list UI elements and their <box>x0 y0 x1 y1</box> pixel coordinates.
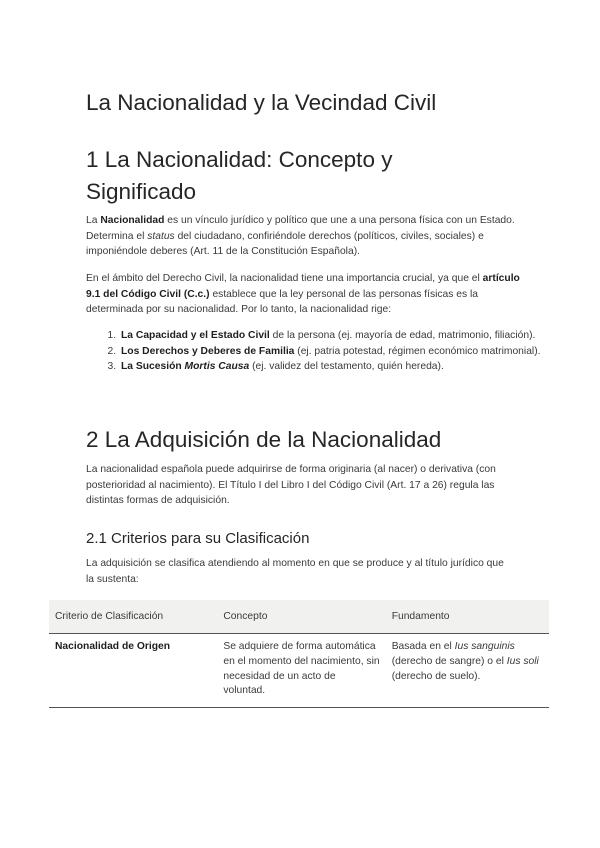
derecho-civil-paragraph <box>86 271 526 318</box>
text-run: Basada en el <box>391 641 455 652</box>
column-header: Criterio de Clasificación <box>55 611 164 622</box>
list-item <box>119 328 549 344</box>
criterio-cell-text: Nacionalidad de Origen <box>55 641 171 652</box>
list-item-text: de la persona (ej. mayoría de edad, matrimonio, filiación). <box>269 330 536 341</box>
document-title: La Nacionalidad y la Vecindad Civil <box>86 90 437 115</box>
section-1-heading-line2: Significado <box>86 179 197 204</box>
list-item-italic: Mortis Causa <box>184 361 250 372</box>
bold-term: artículo 9.1 del Código Civil (C.c.) <box>86 273 520 300</box>
table-row <box>49 634 549 708</box>
list-item-bold: La Sucesión <box>121 361 185 372</box>
list-item-text: (ej. patria potestad, régimen económico matrimonial). <box>294 345 541 357</box>
list-item-bold: Los Derechos y Deberes de Familia <box>121 345 295 357</box>
table-cell <box>49 634 217 708</box>
italic-term: Ius sanguinis <box>454 641 515 652</box>
text-run: es un vínculo jurídico y político que une a una persona física con un Estado. Determina el <box>86 215 515 242</box>
clasificacion-paragraph: La adquisición se clasifica atendiendo al momento en que se produce y al título jurídico que la sustenta: <box>86 558 504 585</box>
table-header-row <box>49 600 549 634</box>
adquisicion-paragraph: La nacionalidad española puede adquirirse de forma originaria (al nacer) o derivativa (con posterioridad al nacimiento). El Título I del Libro I del Código Civil (Art. 17 a 26) regula las distintas formas de adquisición. <box>86 464 496 506</box>
list-item <box>119 344 549 360</box>
nacionalidad-rige-list <box>86 328 549 375</box>
italic-term: status <box>147 230 175 242</box>
bold-term: Nacionalidad <box>100 215 165 226</box>
criterios-table <box>49 600 549 708</box>
section-1-heading <box>86 144 526 208</box>
section-2-heading: 2 La Adquisición de la Nacionalidad <box>86 427 442 452</box>
table-cell: Se adquiere de forma automática en el momento del nacimiento, sin necesidad de un acto de voluntad. <box>223 641 380 697</box>
text-run: (derecho de sangre) o el <box>391 655 507 667</box>
text-run: En el ámbito del Derecho Civil, la nacionalidad tiene una importancia crucial, ya que el <box>86 273 483 284</box>
column-header: Fundamento <box>391 611 450 622</box>
section-1-heading-line1: 1 La Nacionalidad: Concepto y <box>86 147 393 172</box>
text-run: (derecho de suelo). <box>391 670 481 682</box>
list-item <box>119 359 549 375</box>
column-header: Concepto <box>223 611 268 622</box>
text-run: establece que la ley personal de las personas físicas es la determinada por su nacionalidad. Por lo tanto, la nacionalidad rige: <box>86 288 479 315</box>
nacionalidad-definition-paragraph <box>86 213 526 260</box>
text-run: del ciudadano, confiriéndole derechos (políticos, civiles, sociales) e imponiéndole deberes (Art. 11 de la Constitución Española). <box>86 230 484 257</box>
subsection-2-1-heading: 2.1 Criterios para su Clasificación <box>86 530 310 547</box>
italic-term: Ius soli <box>506 655 539 667</box>
list-item-text: (ej. validez del testamento, quién hereda). <box>249 361 444 372</box>
list-item-bold: La Capacidad y el Estado Civil <box>121 330 270 341</box>
table-cell <box>386 634 549 708</box>
text-run: La <box>86 215 101 226</box>
